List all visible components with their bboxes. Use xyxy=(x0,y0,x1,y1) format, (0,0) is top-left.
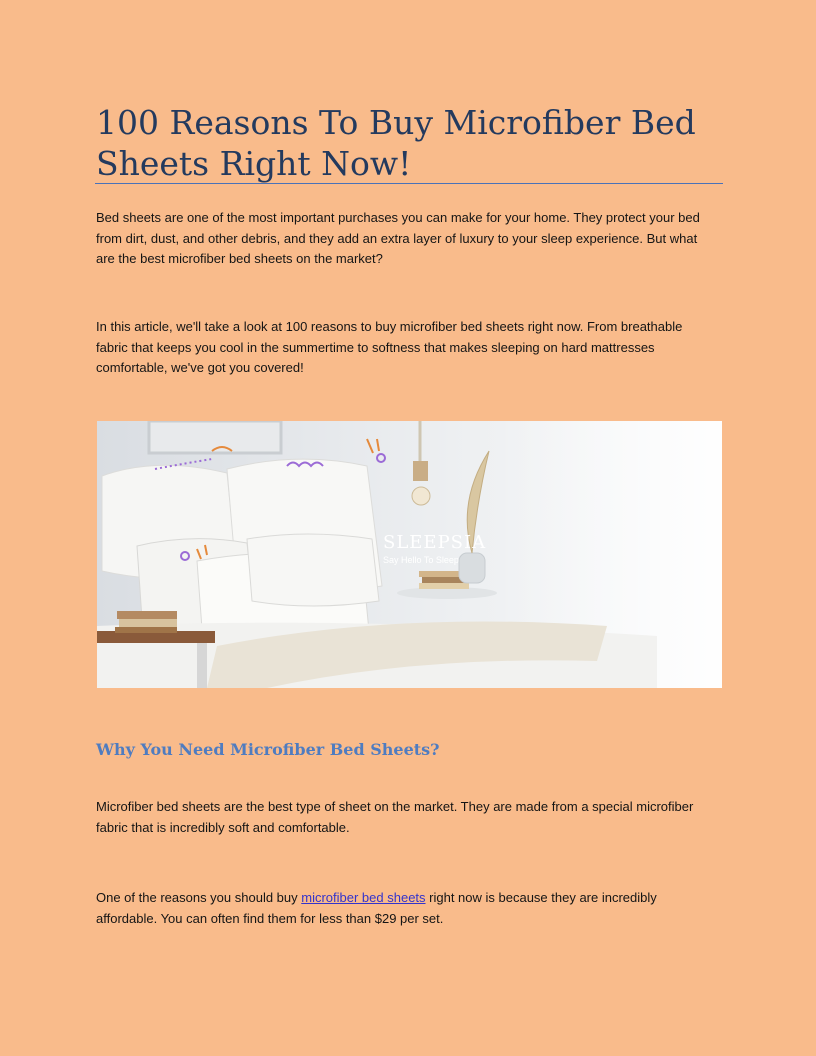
brand-tagline: Say Hello To Sleep xyxy=(383,555,459,565)
section-heading: Why You Need Microfiber Bed Sheets? xyxy=(96,740,440,759)
intro-paragraph: Bed sheets are one of the most important purchases you can make for your home. They protect your bed from dirt, dust, and other debris, and they add an extra layer of luxury to your sleep experience. But what are the best microfiber bed sheets on the market? xyxy=(96,210,700,266)
brand-name: SLEEPSIA xyxy=(383,532,487,553)
title-underline xyxy=(95,183,723,184)
overview-paragraph: In this article, we'll take a look at 100 reasons to buy microfiber bed sheets right now. From breathable fabric that keeps you cool in the summertime to softness that makes sleeping on hard mattresses comfortable, we've got you covered! xyxy=(96,319,683,375)
microfiber-sheets-link[interactable]: microfiber bed sheets xyxy=(301,890,426,905)
section-paragraph-2 xyxy=(96,888,716,929)
section-paragraph-1: Microfiber bed sheets are the best type of sheet on the market. They are made from a special microfiber fabric that is incredibly soft and comfortable. xyxy=(96,799,694,835)
paragraph-text-after-link: right now is because they are incredibly affordable. You can often find them for less than $29 per set. xyxy=(96,890,657,926)
paragraph-text-before-link: One of the reasons you should buy xyxy=(96,890,302,905)
hero-image xyxy=(97,421,722,688)
brand-logo xyxy=(383,533,486,567)
page-title: 100 Reasons To Buy Microfiber Bed Sheets Right Now! xyxy=(96,103,696,183)
